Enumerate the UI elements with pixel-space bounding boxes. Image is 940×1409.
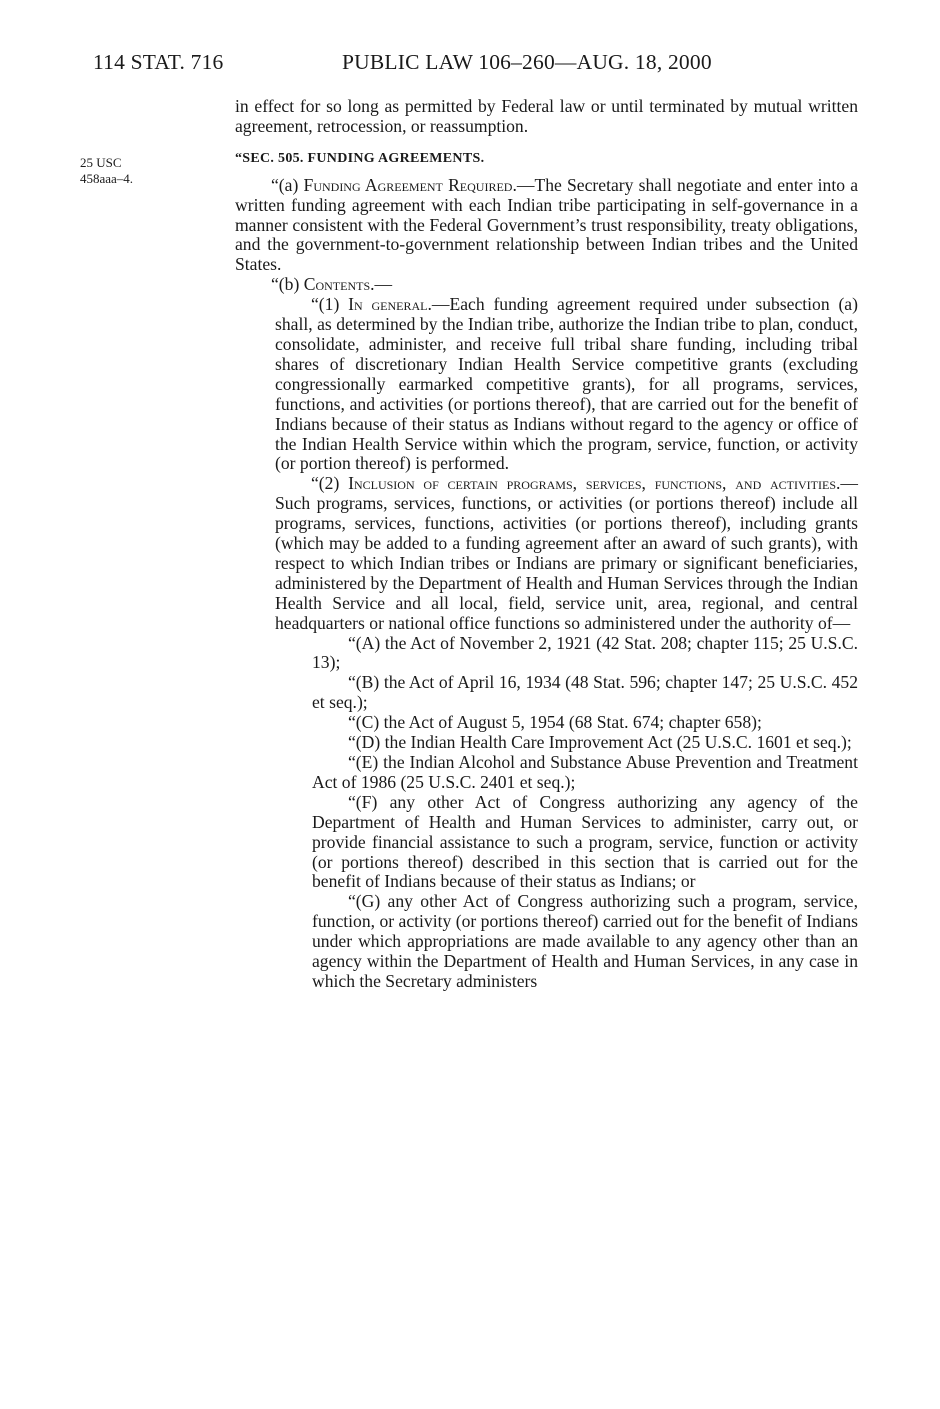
clause-e: “(E) the Indian Alcohol and Substance Abuse Prevention and Treatment Act of 1986 (25 U.S.C. 2401 et seq.); (312, 752, 858, 792)
subsection-a (235, 176, 858, 276)
clause-f: “(F) any other Act of Congress authorizing any agency of the Department of Health and Human Services to administer, carry out, or provide financial assistance to such a program, service, function or activity (or portions thereof) described in this section that is carried out for the benefit of Indians because of their status as Indians; or (312, 791, 858, 892)
subsection-a-heading: Funding Agreement Required. (303, 174, 517, 195)
paragraph-b2 (275, 474, 858, 633)
stat-page-reference: 114 STAT. 716 (93, 50, 224, 74)
margin-citation-line-1: 25 USC (80, 155, 122, 170)
paragraph-b1-heading: In general. (348, 294, 432, 315)
subsection-b-dash: — (374, 274, 393, 295)
paragraph-b2-text: —Such programs, services, functions, or activities (or portions thereof) include all programs, services, functions, activities (or portions thereof), including grants (which may be added to a funding agreement after an award of such grants), with respect to which Indian tribes or Indians are primary or significant beneficiaries, administered by the Department of Health and Human Services through the Indian Health Service and all local, field, service unit, area, regional, and central headquarters or national office functions so administered under the authority of— (275, 473, 858, 633)
subsection-a-label: “(a) (271, 174, 304, 195)
margin-citation-line-2: 458aaa–4. (80, 170, 134, 186)
paragraph-b2-heading: Inclusion of certain programs, services, functions, and activities. (348, 473, 841, 494)
clause-c: “(C) the Act of August 5, 1954 (68 Stat. 674; chapter 658); (348, 712, 762, 733)
clause-d: “(D) the Indian Health Care Improvement Act (25 U.S.C. 1601 et seq.); (348, 732, 852, 753)
clause-b: “(B) the Act of April 16, 1934 (48 Stat. 596; chapter 147; 25 U.S.C. 452 et seq.); (312, 672, 858, 713)
subsection-b-heading: Contents. (303, 274, 375, 295)
section-heading: “SEC. 505. FUNDING AGREEMENTS. (235, 150, 485, 166)
statute-body (235, 97, 858, 992)
continuation-paragraph: in effect for so long as permitted by Federal law or until terminated by mutual written agreement, retrocession, or reassumption. (235, 96, 858, 136)
subsection-a-text: —The Secretary shall negotiate and enter into a written funding agreement with each Indian tribe participating in self-governance in a manner consistent with the Federal Government’s trust responsibility, treaty obligations, and the government-to-government relationship between Indian tribes and the United States. (235, 174, 859, 275)
paragraph-b1-text: —Each funding agreement required under subsection (a) shall, as determined by the Indian tribe, authorize the Indian tribe to plan, conduct, consolidate, administer, and receive full tribal share funding, including tribal shares of discretionary Indian Health Service competitive grants (excluding congressionally earmarked competitive grants), for all programs, services, functions, and activities (or portions thereof), that are carried out for the benefit of Indians because of their status as Indians without regard to the agency or office of the Indian Health Service within which the program, service, function, or activity (or portion thereof) is performed. (275, 294, 858, 474)
clause-a: “(A) the Act of November 2, 1921 (42 Stat. 208; chapter 115; 25 U.S.C. 13); (312, 632, 858, 673)
usc-margin-citation (80, 155, 133, 186)
paragraph-b2-label: “(2) (311, 473, 349, 494)
public-law-running-head: PUBLIC LAW 106–260—AUG. 18, 2000 (342, 50, 712, 74)
paragraph-b1-label: “(1) (311, 294, 349, 315)
subsection-b-label: “(b) (271, 274, 304, 295)
paragraph-b1 (275, 295, 858, 474)
subsection-b (235, 275, 858, 295)
clause-g: “(G) any other Act of Congress authorizing such a program, service, function, or activity (or portions thereof) carried out for the benefit of Indians under which appropriations are made available to any agency other than an agency within the Department of Health and Human Services, in any case in which the Secretary administers (312, 891, 858, 991)
